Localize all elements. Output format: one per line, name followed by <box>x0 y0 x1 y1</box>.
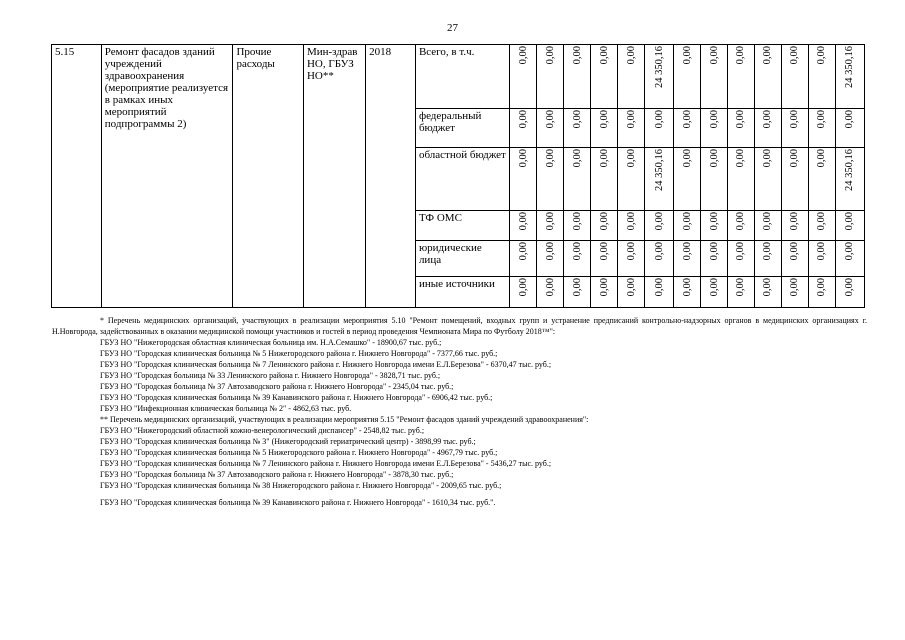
value-text: 0,00 <box>571 242 583 261</box>
value-cell <box>701 241 728 277</box>
value-cell <box>645 211 674 241</box>
value-cell <box>591 148 618 211</box>
footnote-1-item: ГБУЗ НО "Инфекционная клиническая больница № 2" - 4862,63 тыс. руб. <box>100 404 352 413</box>
value-text: 0,00 <box>598 110 610 129</box>
value-text: 0,00 <box>789 278 801 297</box>
value-text: 0,00 <box>598 212 610 231</box>
value-text: 0,00 <box>735 242 747 261</box>
footnote-1-intro: * Перечень медицинских организаций, участвующих в реализации мероприятия 5.10 "Ремонт помещений, входных групп и устранение предписаний контрольно-надзорных органов в медицинских организациях г. Н.Новгорода, задействованных в оказании медицинской помощи участников и гостей в период проведения Чемпионата Мира по Футболу 2018™": <box>52 316 867 336</box>
value-cell <box>618 241 645 277</box>
value-text: 0,00 <box>735 46 747 65</box>
value-cell <box>537 45 564 109</box>
value-cell <box>618 45 645 109</box>
value-text: 0,00 <box>762 149 774 168</box>
value-cell <box>645 109 674 148</box>
value-cell <box>835 45 864 109</box>
value-text: 24 350,16 <box>653 46 665 88</box>
value-text: 0,00 <box>625 212 637 231</box>
footnote-2-item: ГБУЗ НО "Городская клиническая больница № 39 Канавинского района г. Нижнего Новгорода" - 1610,34 тыс. руб.". <box>100 498 496 507</box>
value-cell <box>781 45 808 109</box>
value-cell <box>510 148 537 211</box>
footnote-2-item: ГБУЗ НО "Городская клиническая больница № 38 Нижегородского района г. Нижнего Новгорода" - 2009,65 тыс. руб.; <box>100 481 502 490</box>
value-text: 24 350,16 <box>844 46 856 88</box>
value-cell <box>591 109 618 148</box>
value-cell <box>591 277 618 308</box>
value-text: 0,00 <box>598 46 610 65</box>
footnote-2-item: ГБУЗ НО "Городская клиническая больница № 7 Ленинского района г. Нижнего Новгорода имени Е.Л.Березова" - 5436,27 тыс. руб.; <box>100 459 552 468</box>
footnote-1-item: ГБУЗ НО "Нижегородская областная клиническая больница им. Н.А.Семашко" - 18900,67 тыс. руб.; <box>100 338 442 347</box>
value-cell <box>645 148 674 211</box>
value-text: 0,00 <box>625 149 637 168</box>
budget-table <box>51 44 865 308</box>
value-text: 0,00 <box>708 46 720 65</box>
value-text: 0,00 <box>653 212 665 231</box>
source-label: областной бюджет <box>415 148 509 211</box>
value-cell <box>537 211 564 241</box>
value-cell <box>537 109 564 148</box>
source-label: юридические лица <box>415 241 509 277</box>
value-text: 0,00 <box>544 46 556 65</box>
value-text: 0,00 <box>517 110 529 129</box>
value-text: 0,00 <box>708 242 720 261</box>
value-cell <box>781 277 808 308</box>
value-cell <box>510 241 537 277</box>
value-cell <box>618 109 645 148</box>
value-text: 0,00 <box>735 278 747 297</box>
value-cell <box>564 148 591 211</box>
value-text: 0,00 <box>789 110 801 129</box>
value-text: 0,00 <box>681 242 693 261</box>
value-text: 0,00 <box>544 278 556 297</box>
footnote-2-item: ГБУЗ НО "Городская клиническая больница № 5 Нижегородского района г. Нижнего Новгорода" - 4967,79 тыс. руб.; <box>100 448 498 457</box>
value-text: 0,00 <box>571 212 583 231</box>
value-cell <box>808 211 835 241</box>
value-cell <box>674 109 701 148</box>
row-executor: Мин-здрав НО, ГБУЗ НО** <box>303 45 365 308</box>
value-cell <box>728 211 755 241</box>
value-cell <box>754 109 781 148</box>
footnote-2-intro: ** Перечень медицинских организаций, участвующих в реализации мероприятия 5.15 "Ремонт фасадов зданий учреждений здравоохранения": <box>100 415 589 424</box>
source-label: ТФ ОМС <box>415 211 509 241</box>
source-label: федеральный бюджет <box>415 109 509 148</box>
value-cell <box>645 277 674 308</box>
row-number: 5.15 <box>52 45 102 308</box>
value-cell <box>754 148 781 211</box>
value-cell <box>564 211 591 241</box>
value-text: 0,00 <box>681 212 693 231</box>
value-cell <box>701 211 728 241</box>
footnote-1-item: ГБУЗ НО "Городская клиническая больница № 7 Ленинского района г. Нижнего Новгорода имени Е.Л.Березова" - 6370,47 тыс. руб.; <box>100 360 552 369</box>
value-text: 0,00 <box>653 242 665 261</box>
value-cell <box>645 45 674 109</box>
value-cell <box>537 241 564 277</box>
value-cell <box>701 148 728 211</box>
value-cell <box>510 109 537 148</box>
value-text: 0,00 <box>571 110 583 129</box>
value-cell <box>754 277 781 308</box>
value-text: 0,00 <box>735 212 747 231</box>
value-text: 0,00 <box>625 242 637 261</box>
value-cell <box>564 277 591 308</box>
value-cell <box>754 211 781 241</box>
value-text: 0,00 <box>735 149 747 168</box>
value-text: 0,00 <box>816 46 828 65</box>
value-cell <box>564 45 591 109</box>
footnote-2-item: ГБУЗ НО "Городская клиническая больница № 3" (Нижегородский гериатрический центр) - 3898,99 тыс. руб.; <box>100 437 476 446</box>
value-cell <box>808 241 835 277</box>
value-text: 0,00 <box>708 212 720 231</box>
footnote-2-item: ГБУЗ НО "Нижегородский областной кожно-венерологический диспансер" - 2548,82 тыс. руб.; <box>100 426 425 435</box>
value-cell <box>591 211 618 241</box>
value-cell <box>808 45 835 109</box>
value-text: 0,00 <box>598 149 610 168</box>
value-text: 0,00 <box>708 278 720 297</box>
value-text: 0,00 <box>544 212 556 231</box>
value-text: 0,00 <box>789 242 801 261</box>
value-cell <box>835 109 864 148</box>
value-cell <box>835 211 864 241</box>
value-text: 0,00 <box>598 278 610 297</box>
value-cell <box>674 45 701 109</box>
footnote-2-list <box>52 425 867 508</box>
value-cell <box>781 211 808 241</box>
footnote-1-item: ГБУЗ НО "Городская клиническая больница № 5 Нижегородского района г. Нижнего Новгорода" - 7377,66 тыс. руб.; <box>100 349 498 358</box>
value-cell <box>564 241 591 277</box>
value-cell <box>537 148 564 211</box>
value-text: 0,00 <box>625 278 637 297</box>
value-cell <box>537 277 564 308</box>
value-text: 0,00 <box>708 110 720 129</box>
value-text: 0,00 <box>571 149 583 168</box>
value-text: 0,00 <box>816 242 828 261</box>
value-text: 0,00 <box>816 212 828 231</box>
value-text: 0,00 <box>844 278 856 297</box>
value-cell <box>781 109 808 148</box>
value-text: 0,00 <box>844 242 856 261</box>
value-text: 0,00 <box>517 242 529 261</box>
value-text: 0,00 <box>735 110 747 129</box>
value-cell <box>674 241 701 277</box>
value-text: 0,00 <box>762 46 774 65</box>
value-text: 0,00 <box>816 149 828 168</box>
value-text: 0,00 <box>681 149 693 168</box>
value-text: 0,00 <box>844 212 856 231</box>
value-cell <box>591 45 618 109</box>
value-cell <box>781 241 808 277</box>
value-cell <box>674 211 701 241</box>
value-text: 0,00 <box>789 46 801 65</box>
value-text: 0,00 <box>598 242 610 261</box>
value-cell <box>835 148 864 211</box>
value-cell <box>835 277 864 308</box>
value-text: 0,00 <box>762 110 774 129</box>
value-cell <box>781 148 808 211</box>
source-label: Всего, в т.ч. <box>415 45 509 109</box>
value-cell <box>701 109 728 148</box>
value-cell <box>701 45 728 109</box>
value-text: 24 350,16 <box>653 149 665 191</box>
value-text: 0,00 <box>762 212 774 231</box>
value-cell <box>728 109 755 148</box>
value-text: 0,00 <box>681 46 693 65</box>
value-text: 0,00 <box>625 46 637 65</box>
value-text: 0,00 <box>544 149 556 168</box>
value-cell <box>564 109 591 148</box>
value-cell <box>645 241 674 277</box>
footnote-1-item: ГБУЗ НО "Городская больница № 37 Автозаводского района г. Нижнего Новгорода" - 2345,04 тыс. руб.; <box>100 382 454 391</box>
value-cell <box>618 211 645 241</box>
value-cell <box>808 109 835 148</box>
value-cell <box>808 148 835 211</box>
value-text: 0,00 <box>816 110 828 129</box>
value-text: 0,00 <box>625 110 637 129</box>
value-text: 0,00 <box>681 278 693 297</box>
value-cell <box>618 277 645 308</box>
value-cell <box>728 241 755 277</box>
value-cell <box>808 277 835 308</box>
value-text: 0,00 <box>571 278 583 297</box>
value-text: 0,00 <box>816 278 828 297</box>
value-text: 0,00 <box>517 149 529 168</box>
value-cell <box>754 45 781 109</box>
value-cell <box>510 211 537 241</box>
value-text: 0,00 <box>544 110 556 129</box>
value-text: 0,00 <box>517 278 529 297</box>
value-text: 24 350,16 <box>844 149 856 191</box>
footnotes <box>52 315 867 508</box>
value-cell <box>674 277 701 308</box>
value-text: 0,00 <box>653 110 665 129</box>
footnote-1-item: ГБУЗ НО "Городская клиническая больница № 39 Канавинского района г. Нижнего Новгорода" - 6906,42 тыс. руб.; <box>100 393 493 402</box>
value-cell <box>728 148 755 211</box>
row-year: 2018 <box>366 45 416 308</box>
footnote-1-item: ГБУЗ НО "Городская больница № 33 Ленинского района г. Нижнего Новгорода" - 3828,71 тыс. руб.; <box>100 371 441 380</box>
value-text: 0,00 <box>517 46 529 65</box>
footnote-2-item: ГБУЗ НО "Городская больница № 37 Автозаводского района г. Нижнего Новгорода" - 3878,30 тыс. руб.; <box>100 470 454 479</box>
value-cell <box>510 277 537 308</box>
row-expense-type: Прочие расходы <box>233 45 304 308</box>
value-text: 0,00 <box>762 242 774 261</box>
value-text: 0,00 <box>653 278 665 297</box>
value-text: 0,00 <box>517 212 529 231</box>
value-cell <box>835 241 864 277</box>
value-cell <box>701 277 728 308</box>
source-label: иные источники <box>415 277 509 308</box>
value-text: 0,00 <box>789 149 801 168</box>
value-text: 0,00 <box>571 46 583 65</box>
value-cell <box>618 148 645 211</box>
value-text: 0,00 <box>844 110 856 129</box>
value-cell <box>728 277 755 308</box>
value-text: 0,00 <box>789 212 801 231</box>
value-text: 0,00 <box>708 149 720 168</box>
value-cell <box>754 241 781 277</box>
value-text: 0,00 <box>544 242 556 261</box>
value-text: 0,00 <box>762 278 774 297</box>
footnote-1-list <box>52 337 867 414</box>
value-text: 0,00 <box>681 110 693 129</box>
row-name: Ремонт фасадов зданий учреждений здравоохранения (мероприятие реализуется в рамках иных мероприятий подпрограммы 2) <box>101 45 233 308</box>
value-cell <box>591 241 618 277</box>
value-cell <box>728 45 755 109</box>
value-cell <box>510 45 537 109</box>
value-cell <box>674 148 701 211</box>
page-number: 27 <box>447 22 458 34</box>
source-row <box>52 45 865 109</box>
